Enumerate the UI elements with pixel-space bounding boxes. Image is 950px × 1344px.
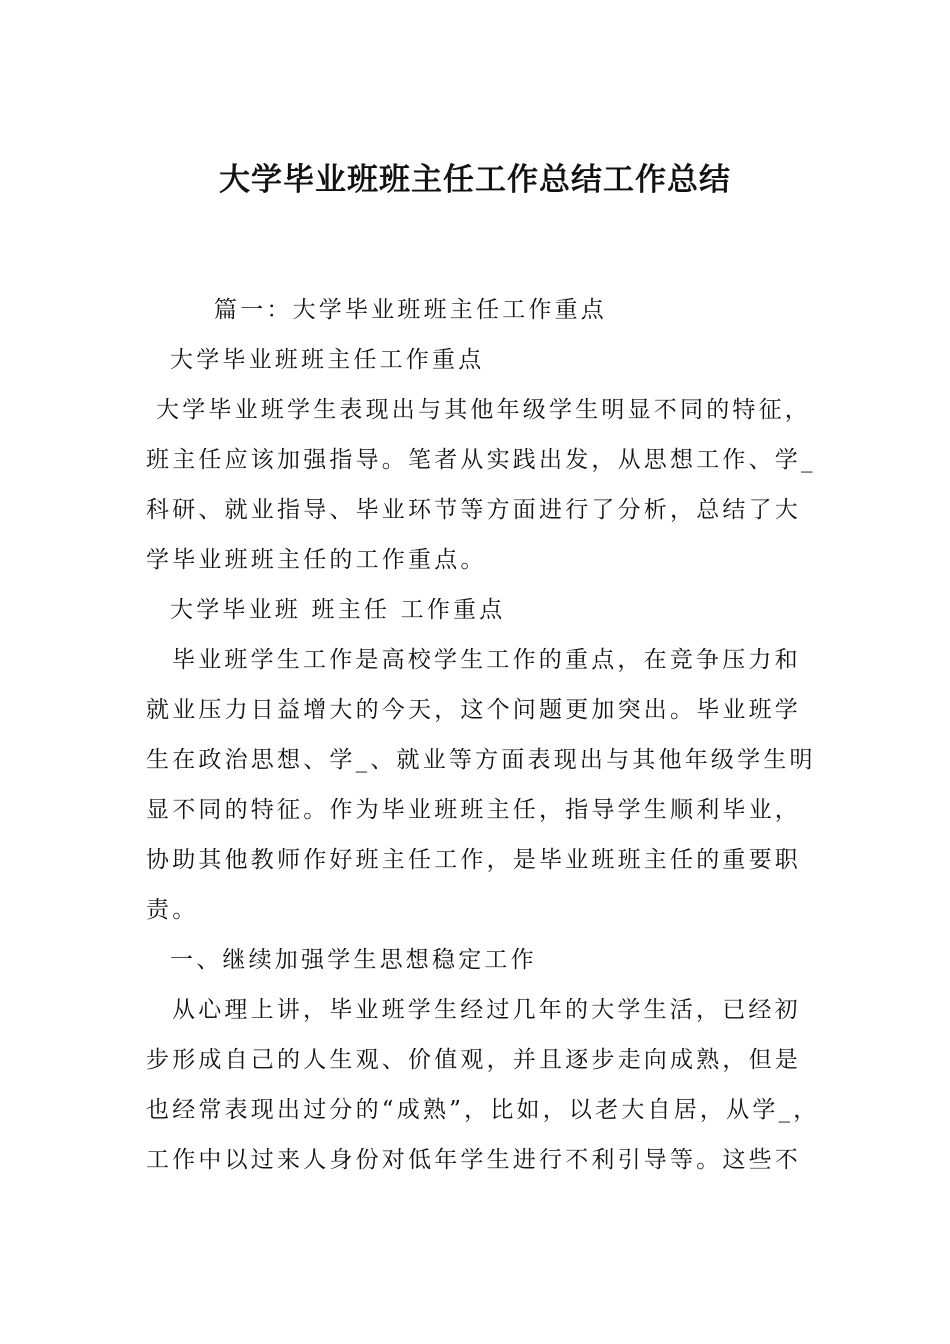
article-title: 大学毕业班班主任工作重点: [170, 347, 485, 373]
body-line: 也经常表现出过分的“成熟”，比如，以老大自居，从学_，: [146, 1097, 820, 1123]
body-line: 步形成自己的人生观、价值观，并且逐步走向成熟，但是: [146, 1047, 801, 1073]
section-heading: 篇一：大学毕业班班主任工作重点: [214, 297, 607, 323]
body-line: 工作中以过来人身份对低年学生进行不利引导等。这些不: [146, 1147, 801, 1173]
body-line: 生在政治思想、学_、就业等方面表现出与其他年级学生明: [146, 747, 816, 773]
body-line: 协助其他教师作好班主任工作，是毕业班班主任的重要职: [146, 847, 801, 873]
body-line: 毕业班学生工作是高校学生工作的重点，在竞争压力和: [172, 647, 801, 673]
document-title: 大学毕业班班主任工作总结工作总结: [219, 162, 731, 198]
section-heading-1: 一、继续加强学生思想稳定工作: [170, 947, 537, 973]
body-line: 从心理上讲，毕业班学生经过几年的大学生活，已经初: [172, 997, 801, 1023]
abstract-line: 学毕业班班主任的工作重点。: [146, 547, 487, 573]
body-line: 显不同的特征。作为毕业班班主任，指导学生顺利毕业，: [146, 797, 801, 823]
abstract-line: 科研、就业指导、毕业环节等方面进行了分析，总结了大: [146, 497, 801, 523]
abstract-line: 班主任应该加强指导。笔者从实践出发，从思想工作、学_: [146, 447, 816, 473]
abstract-line: 大学毕业班学生表现出与其他年级学生明显不同的特征，: [156, 397, 811, 423]
body-line: 就业压力日益增大的今天，这个问题更加突出。毕业班学: [146, 697, 801, 723]
keywords-line: 大学毕业班 班主任 工作重点: [170, 597, 506, 623]
body-line: 责。: [146, 897, 199, 923]
